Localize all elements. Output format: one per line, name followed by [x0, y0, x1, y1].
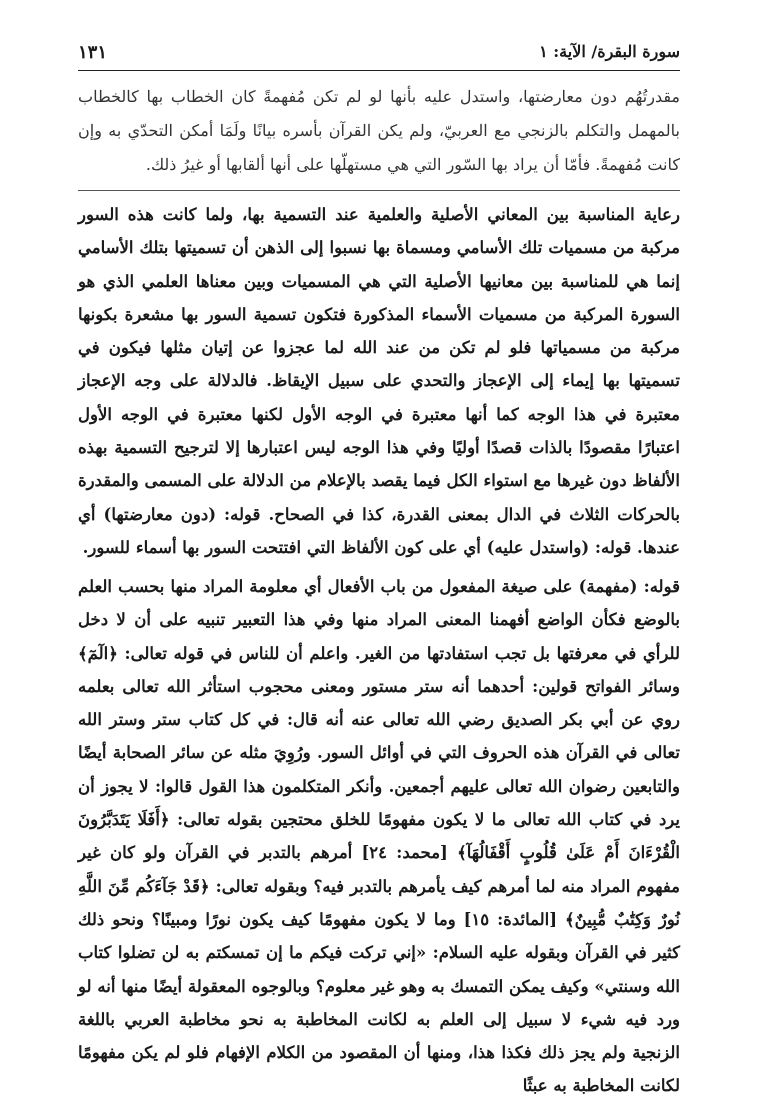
quote-text: (دون معارضتها) أي عندها. [78, 504, 680, 557]
commentary-paragraph-1 [78, 198, 680, 564]
main-text: مقدرتُهُم دون معارضتها، واستدل عليه بأنها لو لم تكن مُفهمةً كان الخطاب بها كالخطاب بالمهمل والتكلم بالزنجي مع العربيّ، ولم يكن القرآن بأسره بيانًا ولَمَا أمكن التحدّي به وإن كانت مُفهمةً. فأمّا أن يراد بها السّور التي هي مستهلّها على أنها ألقابها أو غيرُ ذلك. [78, 87, 680, 174]
qawluhu-keyword: قوله: [224, 504, 261, 524]
commentary-text: رعاية المناسبة بين المعاني الأصلية والعلمية عند التسمية بها، ولما كانت هذه السور مركبة من مسميات تلك الأسامي ومسماة بها نسبوا إلى الذهن أن تسميتها بتلك الأسامي إنما هي للمناسبة بين معانيها الأصلية التي هي المسميات وبين معناها العلمي الذي هو السورة المركبة من مسميات الأسماء المذكورة فتكون تسمية السور بها مشعرة بكونها مركبة من مسمياتها فلو لم تكن من عند الله لما عجزوا عن إتيان مثلها فيكون في تسميتها بها إيماء إلى الإعجاز والتحدي على سبيل الإيقاظ. فالدلالة على وجه الإعجاز معتبرة في هذا الوجه كما أنها معتبرة في الوجه الأول لكنها معتبرة في الوجه الأول اعتبارًا مقصودًا بالذات قصدًا أوليًا وفي هذا الوجه ليس اعتبارها إلا لترجيح التسمية بهذه الألفاظ دون غيرها مع استواء الكل فيما يقصد بالإعلام من الدلالة على المسمى والمقدرة بالحركات الثلاث في الدال بمعنى القدرة، كذا في الصحاح. [78, 205, 681, 524]
page-number: ١٣١ [78, 42, 108, 63]
quote-text: (واستدل عليه) أي على كون الألفاظ التي افتتحت السور بها أسماء للسور. [82, 537, 590, 557]
qawluhu-keyword: قوله: [643, 577, 680, 596]
page-header [78, 40, 680, 71]
running-title: سورة البقرة/ الآية: ١ [539, 42, 680, 61]
commentary-text: (مفهمة) على صيغة المفعول من باب الأفعال أي معلومة المراد منها بحسب العلم بالوضع فكأن الواضع أفهمنا المعنى المراد منها وفي هذا التعبير تنبيه على أن لا دخل للرأي في معرفتها بل تجب استفادتها من الغير. واعلم أن للناس في قوله تعالى: ﴿الٓمٓ﴾ وسائر الفواتح قولين: أحدهما أنه ستر مستور ومعنى محجوب استأثر الله تعالى بعلمه روي عن أبي بكر الصديق رضي الله تعالى عنه أنه قال: في كل كتاب ستر وستر الله تعالى في القرآن هذه الحروف التي في أوائل السور. ورُوِيَ مثله عن سائر الصحابة أيضًا والتابعين رضوان الله تعالى عليهم أجمعين. وأنكر المتكلمون هذا القول قالوا: لا يجوز أن يرد في كتاب الله تعالى ما لا يكون مفهومًا للخلق محتجين بقوله تعالى: ﴿أَفَلَا يَتَدَبَّرُونَ الْقُرْءَانَ أَمْ عَلَىٰ قُلُوبٍ أَقْفَالُهَآ﴾ [محمد: ٢٤] أمرهم بالتدبر في القرآن ولو كان غير مفهوم المراد منه لما أمرهم كيف يأمرهم بالتدبر فيه؟ وبقوله تعالى: ﴿قَدْ جَآءَكُم مِّنَ اللَّهِ نُورٌ وَكِتَٰبٌ مُّبِينٌ﴾ [المائدة: ١٥] وما لا يكون مفهومًا كيف يكون نورًا ومبينًا؟ ونحو ذلك كثير في القرآن وبقوله عليه السلام: «إني تركت فيكم ما إن تمسكتم به لن تضلوا كتاب الله وسنتي» وكيف يمكن التمسك به وهو غير معلوم؟ وبالوجوه المعقولة أيضًا منها أنه لو ورد فيه شيء لا سبيل إلى العلم به لكانت المخاطبة به نحو مخاطبة العربي باللغة الزنجية ولم يجز ذلك فكذا هذا، ومنها أن المقصود من الكلام الإفهام فلو لم يكن مفهومًا لكانت المخاطبة به عبثًا [78, 577, 680, 1096]
commentary-paragraph-2 [78, 570, 680, 1103]
section-divider [78, 190, 680, 191]
qawluhu-keyword: قوله: [594, 537, 632, 557]
